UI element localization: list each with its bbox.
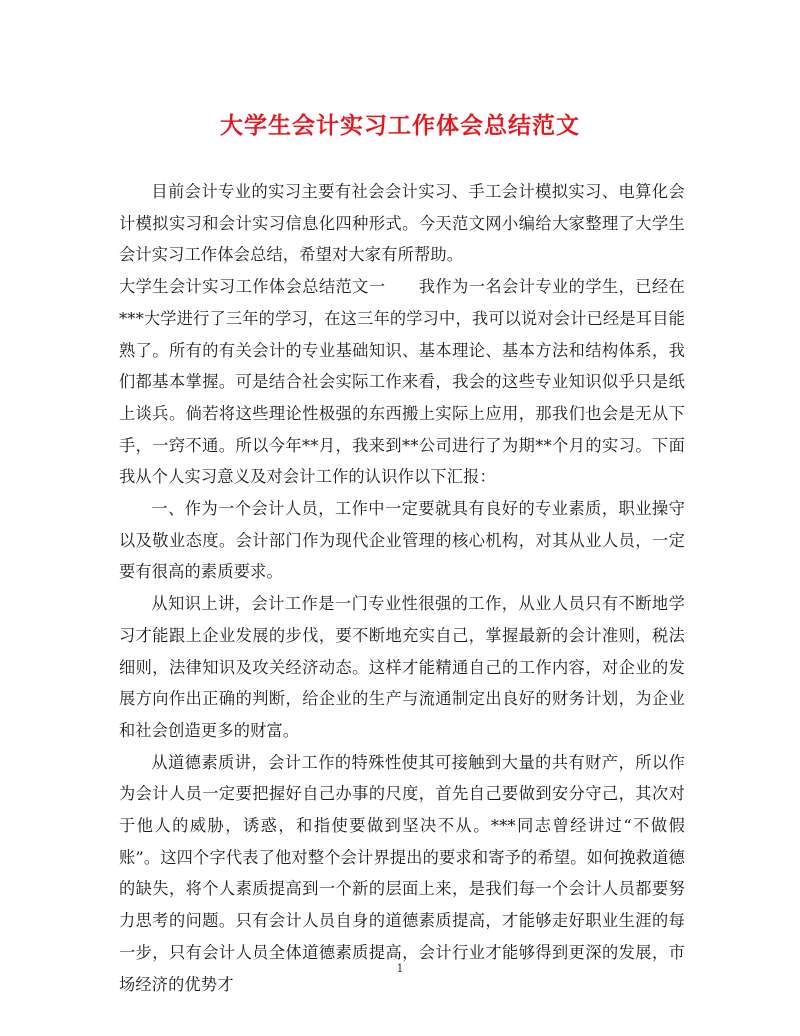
paragraph-knowledge: 从知识上讲，会计工作是一门专业性很强的工作，从业人员只有不断地学习才能跟上企业发展的步伐，要不断地充实自己，掌握最新的会计准则，税法细则，法律知识及攻关经济动态。这样才能精通自己的工作内容，对企业的发展方向作出正确的判断，给企业的生产与流通制定出良好的财务计划，为企业和社会创造更多的财富。 <box>119 594 685 740</box>
paragraph-intro: 目前会计专业的实习主要有社会会计实习、手工会计模拟实习、电算化会计模拟实习和会计实习信息化四种形式。今天范文网小编给大家整理了大学生会计实习工作体会总结，希望对大家有所帮助。 <box>119 182 685 265</box>
paragraph-sample-one: 大学生会计实习工作体会总结范文一 我作为一名会计专业的学生，已经在***大学进行了三年的学习，在这三年的学习中，我可以说对会计已经是耳目能熟了。所有的有关会计的专业基础知识、基本理论、基本方法和结构体系，我们都基本掌握。可是结合社会实际工作来看，我会的这些专业知识似乎只是纸上谈兵。倘若将这些理论性极强的东西搬上实际上应用，那我们也会是无从下手，一窍不通。所以今年**月，我来到**公司进行了为期**个月的实习。下面我从个人实习意义及对会计工作的认识作以下汇报： <box>119 277 685 487</box>
document-body <box>119 176 685 1000</box>
page-number: 1 <box>396 962 404 975</box>
paragraph-point-one: 一、作为一个会计人员，工作中一定要就具有良好的专业素质，职业操守以及敬业态度。会计部门作为现代企业管理的核心机构，对其从业人员，一定要有很高的素质要求。 <box>119 499 685 582</box>
paragraph-ethics: 从道德素质讲，会计工作的特殊性使其可接触到大量的共有财产，所以作为会计人员一定要把握好自己办事的尺度，首先自己要做到安分守己，其次对于他人的威胁，诱惑，和指使要做到坚决不从。***同志曾经讲过“不做假账”。这四个字代表了他对整个会计界提出的要求和寄予的希望。如何挽救道德的缺失，将个人素质提高到一个新的层面上来，是我们每一个会计人员都要努力思考的问题。只有会计人员自身的道德素质提高，才能够走好职业生涯的每一步，只有会计人员全体道德素质提高，会计行业才能够得到更深的发展，市场经济的优势才 <box>119 752 685 994</box>
document-title: 大学生会计实习工作体会总结范文 <box>220 112 580 139</box>
